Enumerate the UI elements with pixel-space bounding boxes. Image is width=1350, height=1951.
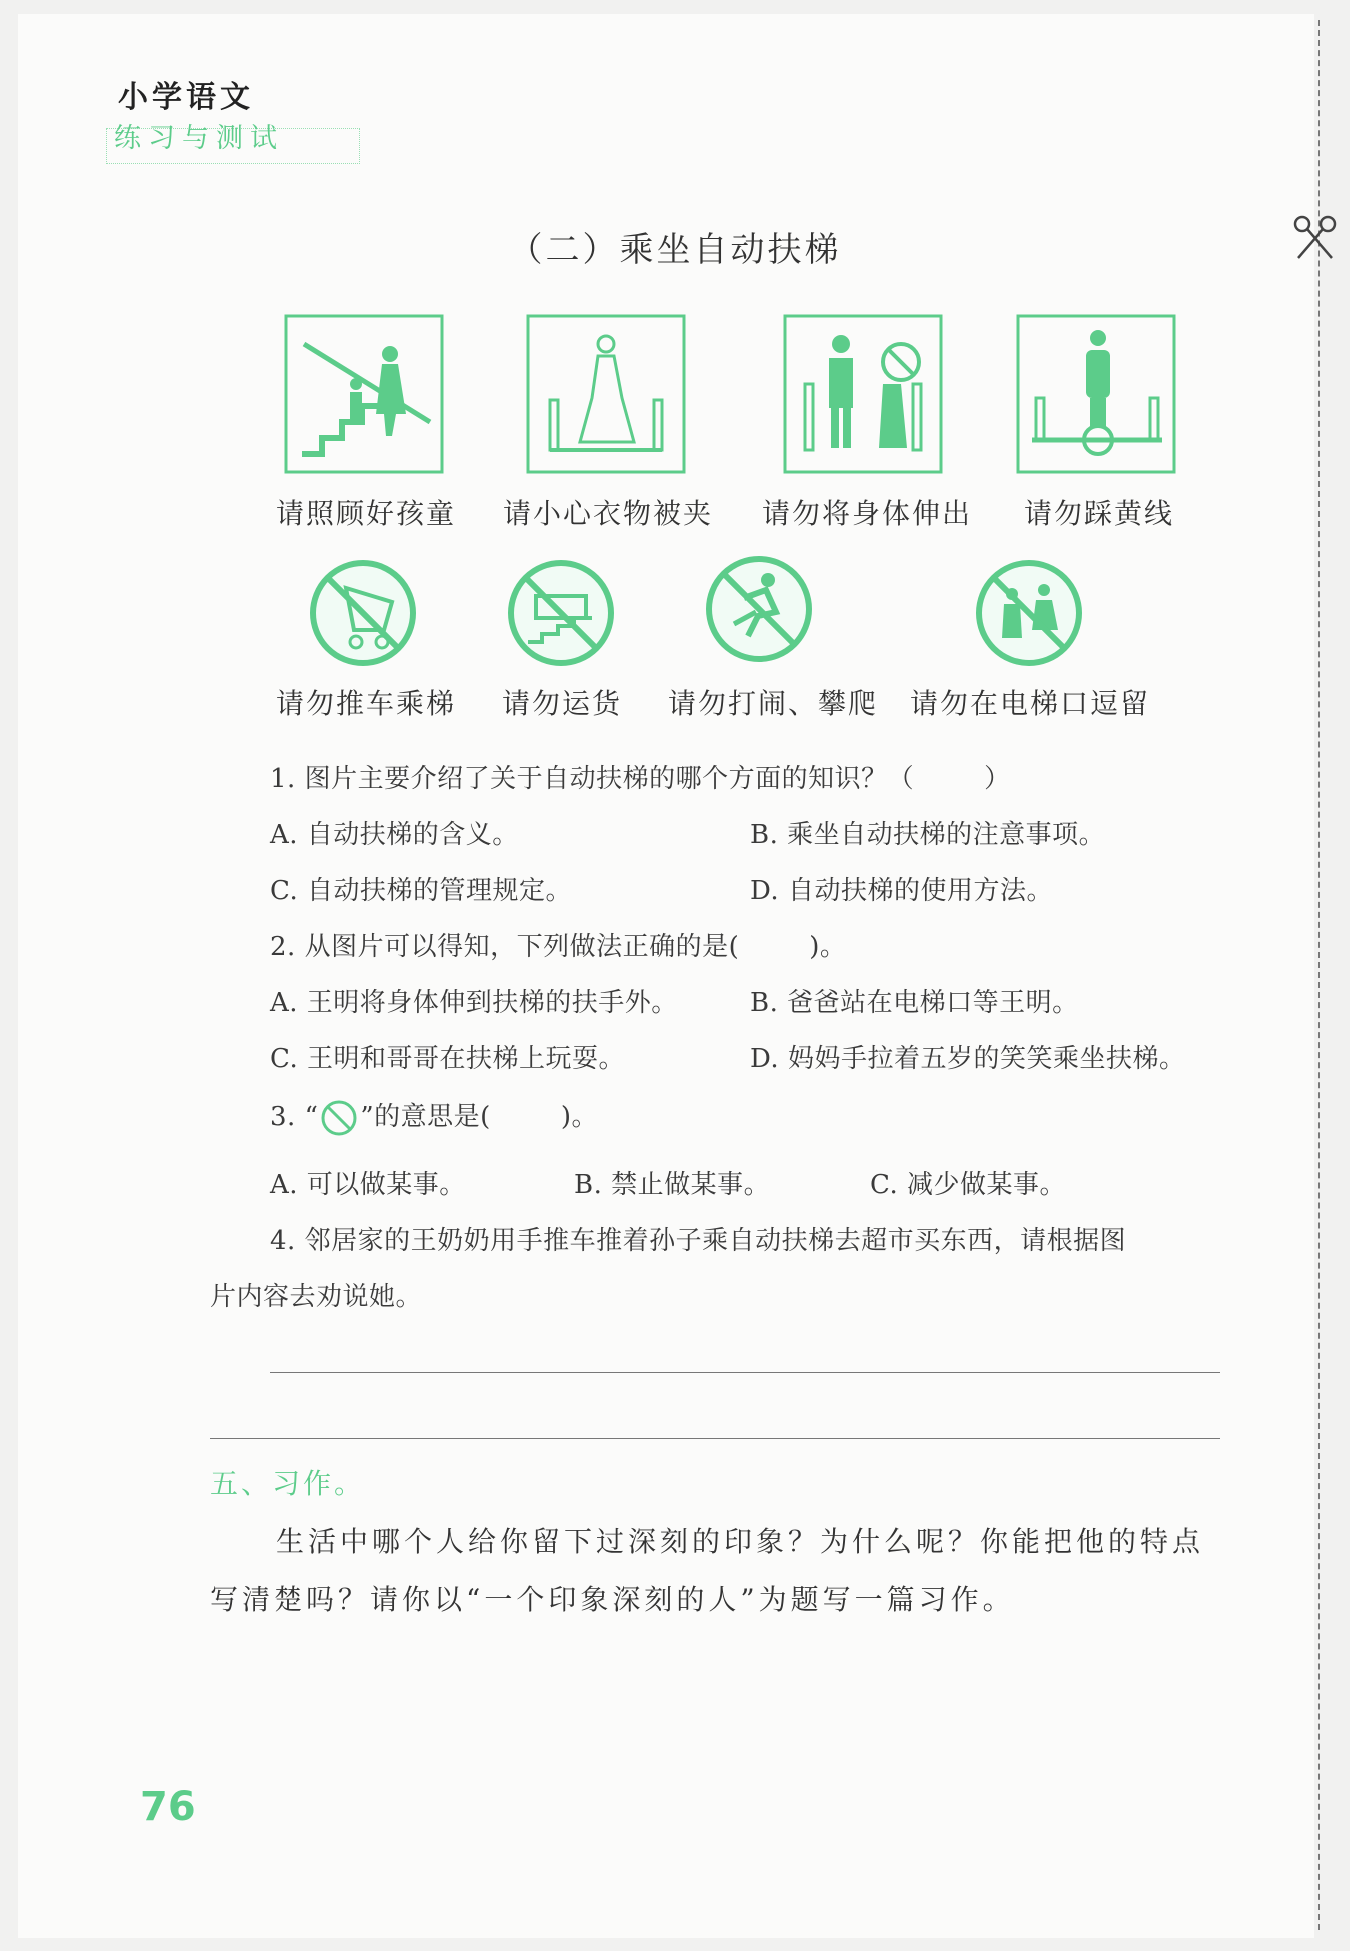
caption-no-cargo: 请勿运货 [502,687,623,720]
workbook-title: 小学语文 [118,80,254,115]
caption-yellow-line: 请勿踩黄线 [1024,497,1175,530]
no-climbing-icon [704,554,814,664]
answer-line-1[interactable] [270,1372,1220,1373]
question-2-option-c: C. 王明和哥哥在扶梯上玩耍。 [270,1044,625,1074]
section-5-heading: 五、习作。 [210,1467,366,1500]
workbook-subtitle: 练习与测试 [114,123,284,154]
caption-clothing-caught: 请小心衣物被夹 [503,497,714,530]
question-1-option-c: C. 自动扶梯的管理规定。 [270,876,572,906]
question-2-option-b: B. 爸爸站在电梯口等王明。 [750,988,1079,1018]
question-1-text: 1. 图片主要介绍了关于自动扶梯的哪个方面的知识？（ [270,764,915,794]
workbook-page [18,14,1314,1938]
clothing-caught-icon [526,314,686,474]
question-1-option-a: A. 自动扶梯的含义。 [270,820,519,850]
caption-no-stroller: 请勿推车乘梯 [276,687,457,720]
question-1-stem [270,758,1011,795]
answer-line-2[interactable] [210,1438,1220,1439]
question-1-option-b: B. 乘坐自动扶梯的注意事项。 [750,820,1106,850]
no-stroller-icon [308,558,418,668]
question-3-option-c: C. 减少做某事。 [870,1170,1066,1200]
question-2-stem [270,926,846,963]
caption-no-climbing: 请勿打闹、攀爬 [668,687,879,720]
section-title: （二）乘坐自动扶梯 [508,230,842,270]
prohibition-symbol-icon [320,1099,358,1137]
yellow-line-icon [1016,314,1176,474]
question-4-line2: 片内容去劝说她。 [210,1282,423,1312]
question-3-text-end: )。 [560,1102,598,1132]
question-1-text-end: ） [984,764,1011,794]
lean-out-icon [783,314,943,474]
writing-prompt-line1: 生活中哪个人给你留下过深刻的印象？为什么呢？你能把他的特点 [276,1525,1205,1558]
no-cargo-icon [506,558,616,668]
question-3-text: 3. “ [270,1102,319,1132]
question-4-line1: 4. 邻居家的王奶奶用手推车推着孙子乘自动扶梯去超市买东西，请根据图 [270,1226,1127,1256]
question-1-option-d: D. 自动扶梯的使用方法。 [750,876,1053,906]
question-2-text-end: )。 [809,932,847,962]
caption-no-lean-out: 请勿将身体伸出 [762,497,973,530]
question-2-option-a: A. 王明将身体伸到扶梯的扶手外。 [270,988,678,1018]
question-3-text-mid: ”的意思是( [360,1102,491,1132]
writing-prompt-line2: 写清楚吗？请你以“一个印象深刻的人”为题写一篇习作。 [210,1583,1015,1616]
cut-line [1318,20,1320,1930]
question-3-option-a: A. 可以做某事。 [270,1170,466,1200]
question-2-option-d: D. 妈妈手拉着五岁的笑笑乘坐扶梯。 [750,1044,1186,1074]
stairs-child-icon [284,314,444,474]
question-3-option-b: B. 禁止做某事。 [574,1170,771,1200]
question-2-text: 2. 从图片可以得知，下列做法正确的是( [270,932,740,962]
page-number: 76 [140,1784,196,1830]
question-3-stem [270,1096,598,1137]
caption-no-loitering: 请勿在电梯口逗留 [910,687,1151,720]
caption-care-children: 请照顾好孩童 [276,497,457,530]
no-loitering-icon [974,558,1084,668]
